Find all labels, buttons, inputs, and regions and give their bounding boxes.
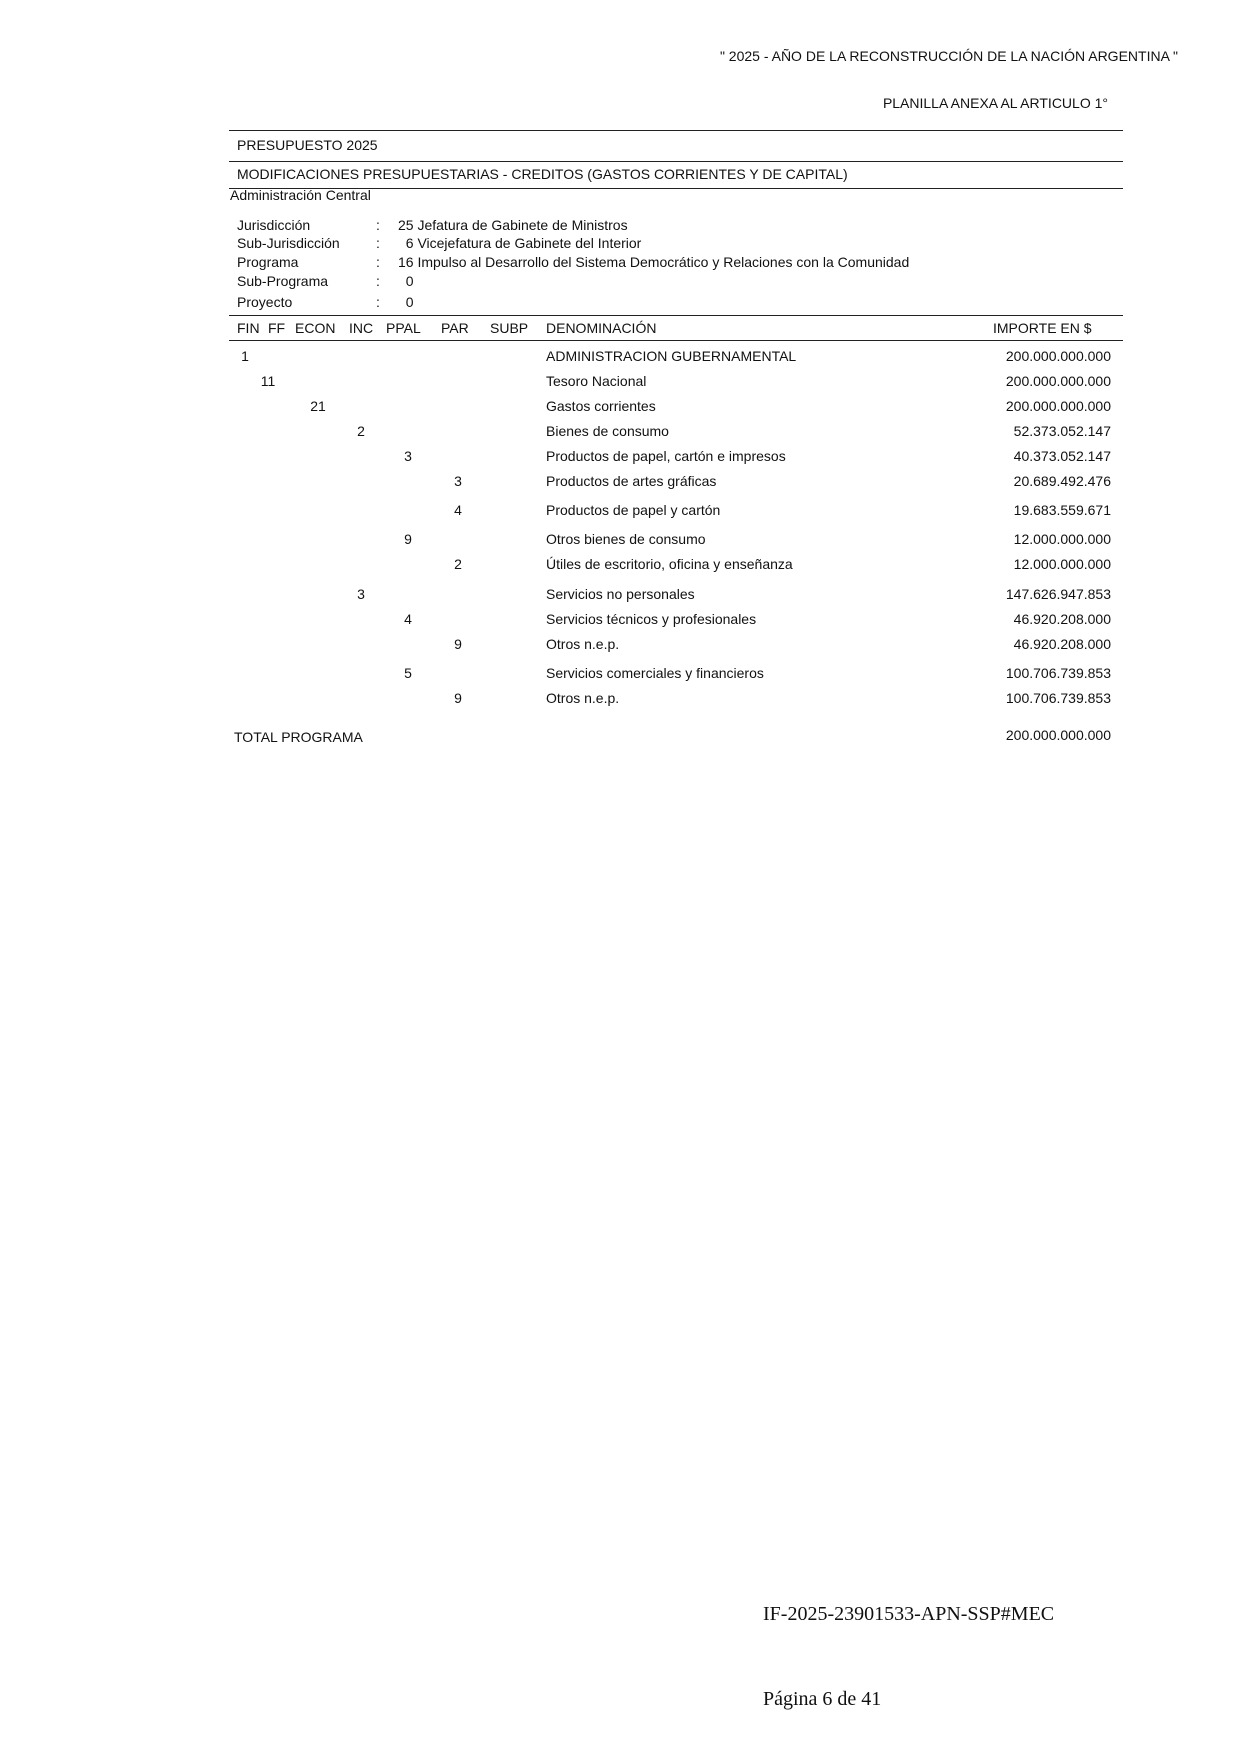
row-code: 1	[241, 348, 249, 364]
row-importe: 46.920.208.000	[1013, 611, 1111, 627]
row-denominacion: Otros n.e.p.	[546, 690, 620, 706]
modifications-title: MODIFICACIONES PRESUPUESTARIAS - CREDITOS (GASTOS CORRIENTES Y DE CAPITAL)	[237, 166, 848, 182]
table-row	[0, 398, 1240, 418]
row-denominacion: Gastos corrientes	[546, 398, 656, 414]
row-importe: 52.373.052.147	[1013, 423, 1111, 439]
col-denominacion: DENOMINACIÓN	[546, 320, 657, 336]
meta-colon: :	[376, 294, 380, 310]
row-denominacion: Tesoro Nacional	[546, 373, 647, 389]
divider	[229, 161, 1123, 162]
row-denominacion: Bienes de consumo	[546, 423, 669, 439]
row-importe: 100.706.739.853	[1005, 690, 1111, 706]
table-row	[0, 690, 1240, 710]
row-importe: 12.000.000.000	[1013, 556, 1111, 572]
row-denominacion: Servicios no personales	[546, 586, 695, 602]
row-importe: 100.706.739.853	[1005, 665, 1111, 681]
table-row	[0, 373, 1240, 393]
row-denominacion: Otros bienes de consumo	[546, 531, 706, 547]
col-fin: FIN	[237, 320, 260, 336]
col-ppal: PPAL	[386, 320, 421, 336]
col-subp: SUBP	[490, 320, 529, 336]
col-par: PAR	[441, 320, 469, 336]
total-amount: 200.000.000.000	[1005, 727, 1111, 743]
table-row	[0, 586, 1240, 606]
table-row	[0, 348, 1240, 368]
annex-title: PLANILLA ANEXA AL ARTICULO 1°	[882, 95, 1108, 111]
row-importe: 200.000.000.000	[1005, 348, 1111, 364]
meta-value: 6 Vicejefatura de Gabinete del Interior	[398, 235, 642, 251]
row-denominacion: ADMINISTRACION GUBERNAMENTAL	[546, 348, 797, 364]
table-row	[0, 531, 1240, 551]
administration-title: Administración Central	[230, 187, 371, 203]
meta-value: 16 Impulso al Desarrollo del Sistema Democrático y Relaciones con la Comunidad	[398, 254, 910, 270]
row-code: 4	[404, 611, 412, 627]
table-row	[0, 473, 1240, 493]
table-row	[0, 423, 1240, 443]
row-code: 21	[310, 398, 326, 414]
table-row	[0, 665, 1240, 685]
meta-value: 25 Jefatura de Gabinete de Ministros	[398, 217, 628, 233]
row-code: 2	[357, 423, 365, 439]
meta-label: Programa	[237, 254, 299, 270]
document-motto: " 2025 - AÑO DE LA RECONSTRUCCIÓN DE LA NACIÓN ARGENTINA "	[719, 48, 1178, 64]
row-code: 3	[357, 586, 365, 602]
meta-label: Sub-Programa	[237, 273, 329, 289]
row-importe: 200.000.000.000	[1005, 398, 1111, 414]
meta-colon: :	[376, 254, 380, 270]
meta-label: Jurisdicción	[237, 217, 311, 233]
budget-title: PRESUPUESTO 2025	[237, 137, 378, 153]
row-denominacion: Productos de papel y cartón	[546, 502, 721, 518]
row-denominacion: Servicios comerciales y financieros	[546, 665, 764, 681]
row-importe: 12.000.000.000	[1013, 531, 1111, 547]
meta-colon: :	[376, 273, 380, 289]
table-row	[0, 502, 1240, 522]
row-denominacion: Útiles de escritorio, oficina y enseñanza	[546, 556, 793, 572]
row-code: 3	[404, 448, 412, 464]
col-importe: IMPORTE EN $	[993, 320, 1092, 336]
meta-value: 0	[398, 294, 414, 310]
row-denominacion: Servicios técnicos y profesionales	[546, 611, 757, 627]
meta-label: Proyecto	[237, 294, 293, 310]
divider	[229, 340, 1123, 341]
table-row	[0, 611, 1240, 631]
row-code: 9	[404, 531, 412, 547]
row-importe: 40.373.052.147	[1013, 448, 1111, 464]
row-importe: 19.683.559.671	[1013, 502, 1111, 518]
row-code: 3	[454, 473, 462, 489]
document-id: IF-2025-23901533-APN-SSP#MEC	[763, 1603, 1055, 1625]
row-code: 11	[260, 373, 276, 389]
table-row	[0, 636, 1240, 656]
row-code: 4	[454, 502, 462, 518]
table-row	[0, 556, 1240, 576]
total-label: TOTAL PROGRAMA	[234, 729, 363, 745]
row-denominacion: Otros n.e.p.	[546, 636, 620, 652]
row-denominacion: Productos de artes gráficas	[546, 473, 717, 489]
meta-colon: :	[376, 235, 380, 251]
page-number: Página 6 de 41	[763, 1688, 882, 1710]
row-importe: 147.626.947.853	[1005, 586, 1111, 602]
meta-colon: :	[376, 217, 380, 233]
meta-label: Sub-Jurisdicción	[237, 235, 340, 251]
row-code: 5	[404, 665, 412, 681]
meta-value: 0	[398, 273, 414, 289]
row-importe: 46.920.208.000	[1013, 636, 1111, 652]
col-ff: FF	[268, 320, 286, 336]
row-code: 9	[454, 690, 462, 706]
table-row	[0, 448, 1240, 468]
col-inc: INC	[349, 320, 374, 336]
divider	[229, 130, 1123, 131]
col-econ: ECON	[295, 320, 336, 336]
row-importe: 200.000.000.000	[1005, 373, 1111, 389]
row-code: 2	[454, 556, 462, 572]
divider	[229, 315, 1123, 316]
row-code: 9	[454, 636, 462, 652]
row-denominacion: Productos de papel, cartón e impresos	[546, 448, 786, 464]
row-importe: 20.689.492.476	[1013, 473, 1111, 489]
